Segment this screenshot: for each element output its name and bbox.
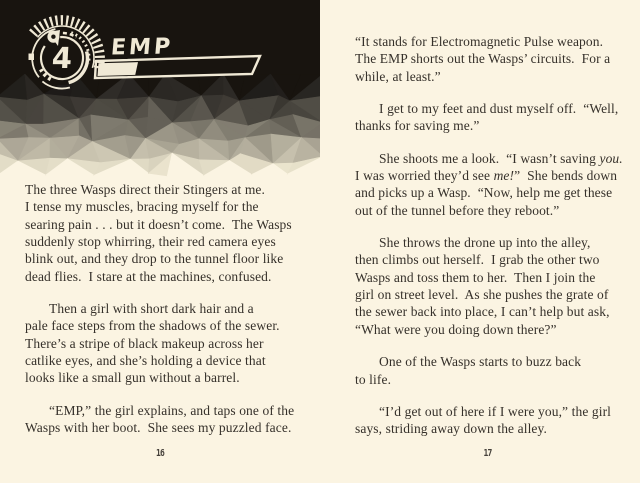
paragraph: “I’d get out of here if I were you,” the girl says, striding away down the alley. <box>355 403 612 437</box>
paragraph: Then a girl with short dark hair and a pale face steps from the shadows of the sewer. There’s a stripe of black makeup across her catlike eyes, and she’s holding a device that looks like a small gun without a barrel. <box>25 301 280 386</box>
chapter-number: 4 <box>51 41 74 75</box>
chapter-title: EMP <box>109 34 175 61</box>
left-page-number: 16 <box>155 448 165 459</box>
paragraph: She shoots me a look. “I wasn’t saving you. I was worried they’d see me!” She bends down and picks up a Wasp. “Now, help me get these out of the tunnel before they reboot.” <box>355 150 623 218</box>
paragraph: “EMP,” the girl explains, and taps one of the Wasps with her boot. She sees my puzzled face. <box>25 402 295 436</box>
paragraph: I get to my feet and dust myself off. “Well, thanks for saving me.” <box>355 101 619 134</box>
right-page-text <box>355 33 623 453</box>
left-page-text <box>25 181 295 451</box>
paragraph: She throws the drone up into the alley, then climbs out herself. I grab the other two Wasps and toss them to her. Then I join the girl on street level. As she pushes the grate of the sewer back into place, I can’t help but ask, “What were you doing down there?” <box>355 235 610 337</box>
paragraph: The three Wasps direct their Stingers at me. I tense my muscles, bracing myself for the searing pain . . . but it doesn’t come. The Wasps suddenly stop whirring, their red camera eyes blink out, and they drop to the tunnel floor like dead flies. I stare at the machines, confused. <box>25 182 292 284</box>
chapter-header <box>0 0 320 190</box>
right-page-number: 17 <box>483 448 492 459</box>
paragraph: “It stands for Electromagnetic Pulse weapon. The EMP shorts out the Wasps’ circuits. For a while, at least.” <box>355 34 611 84</box>
paragraph: One of the Wasps starts to buzz back to life. <box>355 354 582 387</box>
